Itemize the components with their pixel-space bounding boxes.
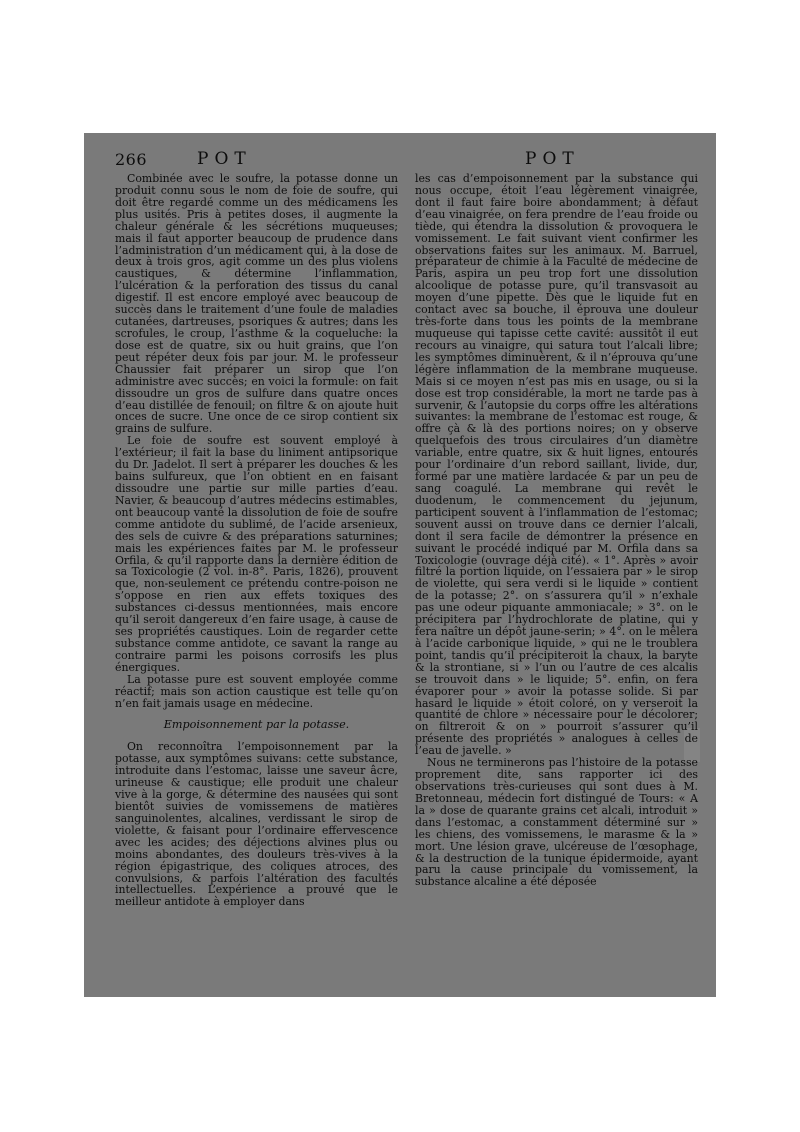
running-head-right: POT <box>525 149 580 169</box>
section-heading: Empoisonnement par la potasse. <box>163 718 350 732</box>
paragraph: Nous ne terminerons pas l’histoire de la potasse proprement dite, sans rapporter ici des observations très-curieuses qui sont dues à M. Bretonneau, médecin fort distingué de Tours: « A la » dose de quarante grains cet alcali, introduit » dans l’estomac, a constamment déterminé sur » les chiens, des vomissemens, le marasme & la » mort. Une lésion grave, ulcéreuse de l’œsophage, & la destruction de la tunique épidermoide, ayant paru la cause principale du vomissement, la substance alcaline a été déposée <box>415 756 698 889</box>
right-column <box>415 173 698 908</box>
paragraph: Combinée avec le soufre, la potasse donne un produit connu sous le nom de foie de soufre, qui doit être regardé comme un des médicamens les plus usités. Pris à petites doses, il augmente la chaleur générale & les sécrétions muqueuses; mais il faut apporter beaucoup de prudence dans l’administration d’un médicament qui, à la dose de deux à trois gros, agit comme un des plus violens caustiques, & détermine l’inflammation, l’ulcération & la perforation des tissus du canal digestif. Il est encore employé avec beaucoup de succès dans le traitement d’une foule de maladies cutanées, dartreuses, psoriques & autres; dans les scrofules, le croup, l’asthme & la coqueluche: la dose est de quatre, six ou huit grains, que l’on peut répéter deux fois par jour. M. le professeur Chaussier fait préparer un sirop que l’on administre avec succès; en voici la formule: on fait dissoudre un gros de sulfure dans quatre onces d’eau distillée de fenouil; on filtre & on ajoute huit onces de sucre. Une once de ce sirop contient six grains de sulfure. <box>115 172 398 436</box>
book-page <box>115 150 698 980</box>
running-head-left: POT <box>197 149 252 169</box>
scanned-page-background <box>84 133 716 997</box>
left-column <box>115 173 398 908</box>
paragraph: Le foie de soufre est souvent employé à l’extérieur; il fait la base du liniment antipsorique du Dr. Jadelot. Il sert à préparer les douches & les bains sulfureux, que l’on obtient en en faisant dissoudre une partie sur mille parties d’eau. Navier, & beaucoup d’autres médecins estimables, ont beaucoup vanté la dissolution de foie de soufre comme antidote du sublimé, de l’acide arsenieux, des sels de cuivre & des préparations saturnines; mais les expériences faites par M. le professeur Orfila, & qu’il rapporte dans la dernière édition de sa Toxicologie (2 vol. in-8°. Paris, 1826), prouvent que, non-seulement ce prétendu contre-poison ne s’oppose en rien aux effets toxiques des substances ci-dessus mentionnées, mais encore qu’il seroit dangereux d’en faire usage, à cause de ses propriétés caustiques. Loin de regarder cette substance comme antidote, ce savant la range au contraire parmi les poisons corrosifs les plus énergiques. <box>115 434 398 674</box>
page-number: 266 <box>115 150 148 169</box>
paragraph: La potasse pure est souvent employée comme réactif; mais son action caustique est telle qu’on n’en fait jamais usage en médecine. <box>115 672 398 710</box>
paragraph: On reconnoîtra l’empoisonnement par la potasse, aux symptômes suivans: cette substance, introduite dans l’estomac, laisse une saveur âcre, urineuse & caustique; elle produit une chaleur vive à la gorge, & détermine des nausées qui sont bientôt suivies de vomissemens de matières sanguinolentes, alcalines, verdissant le sirop de violette, & faisant pour l’ordinaire effervescence avec les acides; des déjections alvines plus ou moins abondantes, des douleurs très-vives à la région épigastrique, des coliques atroces, des convulsions, & parfois l’altération des facultés intellectuelles. L’expérience a prouvé que le meilleur antidote à employer dans <box>115 740 398 909</box>
text-columns <box>115 173 698 908</box>
paragraph: les cas d’empoisonnement par la substance qui nous occupe, étoit l’eau légèrement vinaigrée, dont il faut faire boire abondamment; à défaut d’eau vinaigrée, on fera prendre de l’eau froide ou tiède, qui étendra la dissolution & provoquera le vomissement. Le fait suivant vient confirmer les observations faites sur les animaux. M. Barruel, préparateur de chimie à la Faculté de médecine de Paris, aspira un peu trop fort une dissolution alcoolique de potasse pure, qu’il transvasoit au moyen d’une pipette. Dès que le liquide fut en contact avec sa bouche, il éprouva une douleur très-forte dans tous les points de la membrane muqueuse qui tapisse cette cavité: aussitôt il eut recours au vinaigre, qui satura tout l’alcali libre; les symptômes diminuèrent, & il n’éprouva qu’une légère inflammation de la membrane muqueuse. Mais si ce moyen n’est pas mis en usage, ou si la dose est trop considérable, la mort ne tarde pas à survenir, & l’autopsie du corps offre les altérations suivantes: la membrane de l’estomac est rouge, & offre çà & là des portions noires; on y observe quelquefois des trous circulaires d’un diamètre variable, entre quatre, six & huit lignes, entourés pour l’ordinaire d’un rebord saillant, livide, dur, formé par une matière lardacée & par un peu de sang coagulé. La membrane qui revêt le duodenum, le commencement du jejunum, participent souvent à l’inflammation de l’estomac; souvent aussi on trouve dans ce dernier l’alcali, dont il sera facile de démontrer la présence en suivant le procédé indiqué par M. Orfila dans sa Toxicologie (ouvrage déjà cité). « 1°. Après » avoir filtré la portion liquide, on l’essaiera par » le sirop de violette, qui sera verdi si le liquide » contient de la potasse; 2°. on s’assurera qu’il » n’exhale pas une odeur piquante ammoniacale; » 3°. on le précipitera par l’hydrochlorate de platine, qui y fera naître un dépôt jaune-serin; » 4°. on le mêlera à l’acide carbonique liquide, » qui ne le troublera point, tandis qu’il précipiteroit la chaux, la baryte & la strontiane, si » l’un ou l’autre de ces alcalis se trouvoit dans » le liquide; 5°. enfin, on fera évaporer pour » avoir la potasse solide. Si par hasard le liquide » étoit coloré, on y verseroit la quantité de chlore » nécessaire pour le décolorer; on filtreroit & on » pourroit s’assurer qu’il présente des propriétés » analogues à celles de l’eau de javelle. » <box>415 172 698 758</box>
page-header <box>115 150 698 172</box>
